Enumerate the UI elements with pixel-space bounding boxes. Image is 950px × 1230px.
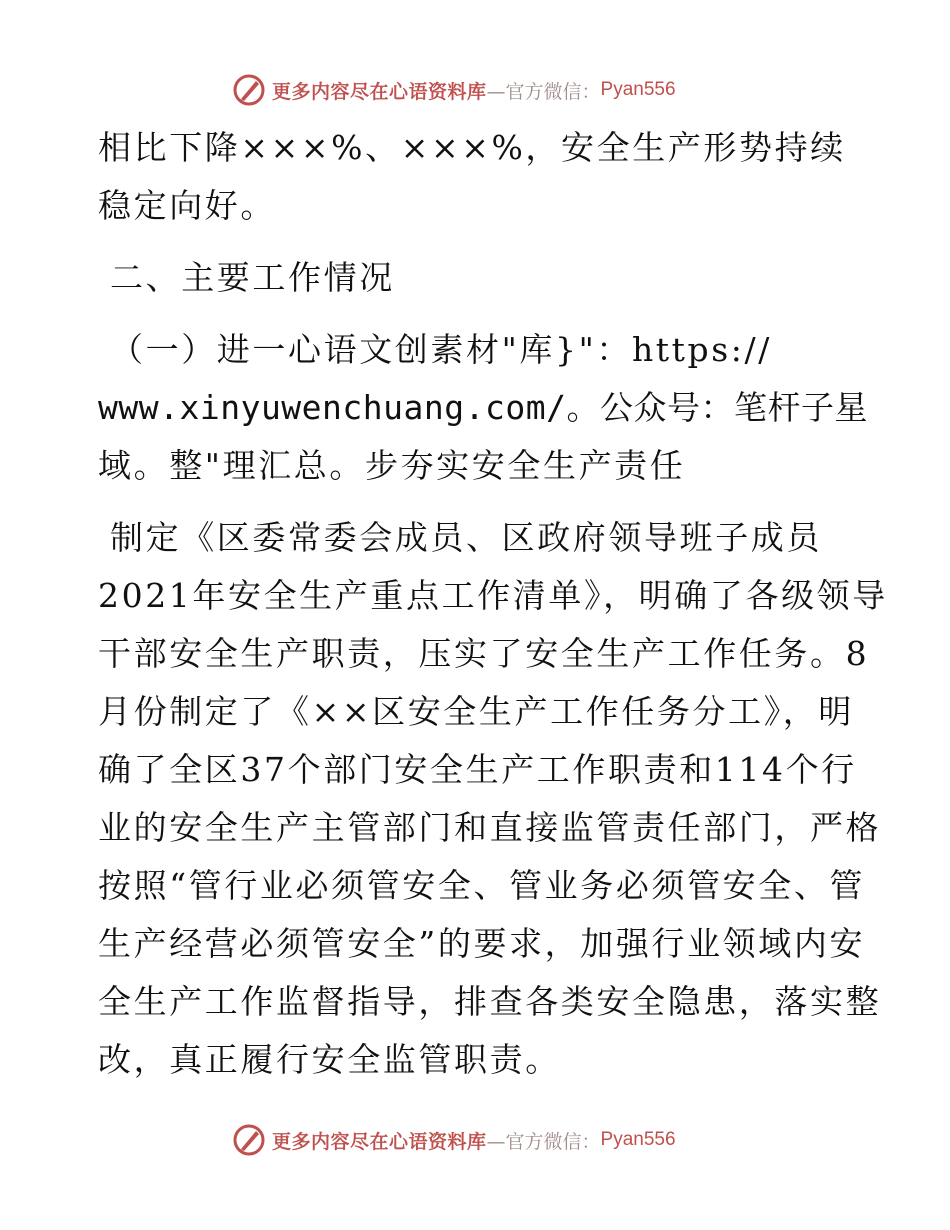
banner-wechat-id: Pyan556 <box>600 1129 676 1150</box>
body-line: 全生产工作监督指导，排查各类安全隐患，落实整 <box>98 982 882 1021</box>
header-banner <box>232 72 676 108</box>
banner-wechat-id: Pyan556 <box>600 79 676 100</box>
banner-subtitle: —官方微信： <box>486 80 601 103</box>
subsection-heading: （一）进一心语文创素材"库}"：https:// <box>110 330 772 369</box>
body-line: 生产经营必须管安全”的要求，加强行业领域内安 <box>98 924 866 963</box>
body-line: 月份制定了《××区安全生产工作任务分工》，明 <box>98 692 855 731</box>
banner-title: 更多内容尽在心语资料库 <box>272 1130 487 1153</box>
body-line: 干部安全生产职责，压实了安全生产工作任务。8 <box>98 634 870 673</box>
banner-title: 更多内容尽在心语资料库 <box>272 80 487 103</box>
body-line: 相比下降×××%、×××%，安全生产形势持续 <box>98 128 846 167</box>
body-line: 2021年安全生产重点工作清单》，明确了各级领导 <box>98 576 888 615</box>
body-line: www.xinyuwenchuang.com/。公众号：笔杆子星 <box>98 388 868 427</box>
feather-pen-icon <box>232 1123 266 1157</box>
footer-banner <box>232 1122 676 1158</box>
section-heading: 二、主要工作情况 <box>110 258 395 297</box>
body-line: 域。整"理汇总。步夯实安全生产责任 <box>98 446 686 485</box>
body-line: 稳定向好。 <box>98 186 276 225</box>
body-line: 确了全区37个部门安全生产工作职责和114个行 <box>98 750 857 789</box>
body-line: 业的安全生产主管部门和直接监管责任部门，严格 <box>98 808 882 847</box>
feather-pen-icon <box>232 73 266 107</box>
body-line: 按照“管行业必须管安全、管业务必须管安全、管 <box>98 866 866 905</box>
body-line: 改，真正履行安全监管职责。 <box>98 1040 561 1079</box>
body-line: 制定《区委常委会成员、区政府领导班子成员 <box>110 518 822 557</box>
banner-subtitle: —官方微信： <box>486 1130 601 1153</box>
